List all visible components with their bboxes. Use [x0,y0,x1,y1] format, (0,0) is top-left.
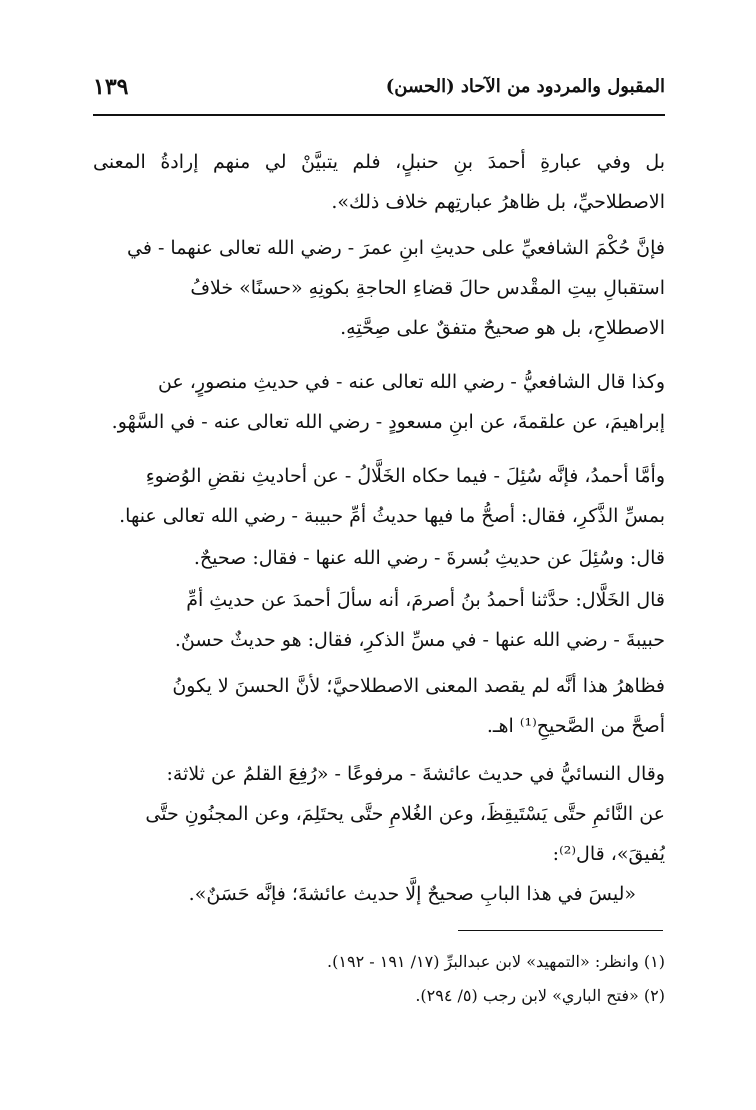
paragraph-2 [93,228,665,348]
paragraph-3 [93,362,665,442]
text-line: الاصطلاحِ، بل هو صحيحٌ متفقٌ على صِحَّتِهِ. [340,317,665,339]
running-title: المقبول والمردود من الآحاد (الحسن) [385,76,665,97]
text-line: قال الخَلَّال: حدَّثنا أحمدُ بنُ أصرمَ، أنه سألَ أحمدَ عن حديثِ أمِّ [186,589,665,611]
header-rule [93,114,665,116]
text-line: بل وفي عبارةِ أحمدَ بنِ حنبلٍ، فلم يتبيَّنْ لي منهم إرادةُ المعنى [93,151,665,173]
text-line: أصحَّ من الصَّحيحِ⁽¹⁾ اهـ. [486,715,665,737]
text-line: وقال النسائيُّ في حديث عائشةَ - مرفوعًا - «رُفِعَ القلمُ عن ثلاثة: [166,763,665,785]
text-line: استقبالِ بيتِ المقْدس حالَ قضاءِ الحاجةِ بكونِهِ «حسنًا» خلافُ [190,277,665,299]
paragraph-4 [93,456,665,536]
text-line: عن النَّائمِ حتَّى يَسْتَيقِظَ، وعن الغُلامِ حتَّى يحتَلِمَ، وعن المجنُونِ حتَّى [145,803,665,825]
text-line: حبيبةَ - رضي الله عنها - في مسِّ الذكرِ، فقال: هو حديثٌ حسنٌ. [174,629,665,651]
text-line: إبراهيمَ، عن علقمةَ، عن ابنِ مسعودٍ - رضي الله تعالى عنه - في السَّهْو. [111,411,665,433]
running-header [93,72,665,112]
paragraph-5 [93,538,665,578]
text-line: بمسِّ الذَّكرِ، فقال: أصحُّ ما فيها حديثُ أمِّ حبيبة - رضي الله تعالى عنها. [119,505,665,527]
paragraph-7 [93,666,665,746]
footnote-1: (١) وانظر: «التمهيد» لابن عبدالبرِّ (١٧/ ١٩١ - ١٩٢). [327,952,665,971]
paragraph-6 [93,580,665,660]
page-number: ١٣٩ [93,74,129,100]
footnote-2: (٢) «فتح الباري» لابن رجب (٥/ ٢٩٤). [415,986,665,1005]
text-line: وكذا قال الشافعيُّ - رضي الله تعالى عنه - في حديثِ منصورٍ، عن [157,371,665,393]
quoted-statement: «ليسَ في هذا البابِ صحيحٌ إلَّا حديث عائشةَ؛ فإنَّه حَسَنٌ». [188,883,636,905]
paragraph-1 [93,142,665,222]
text-line: وأمَّا أحمدُ، فإنَّه سُئِلَ - فيما حكاه الخَلَّالُ - عن أحاديثِ نقضِ الوُضوءِ [145,465,665,487]
text-line: الاصطلاحيِّ، بل ظاهرُ عبارتِهم خلاف ذلك». [331,191,665,213]
text-line: فإنَّ حُكْمَ الشافعيِّ على حديثِ ابنِ عمرَ - رضي الله تعالى عنهما - في [127,237,665,259]
text-line: يُفيقَ»، قال⁽²⁾: [552,843,665,865]
text-line: فظاهرُ هذا أنَّه لم يقصد المعنى الاصطلاحيَّ؛ لأنَّ الحسنَ لا يكونُ [172,675,665,697]
text-line: قال: وسُئِلَ عن حديثِ بُسرةَ - رضي الله عنها - فقال: صحيحٌ. [193,547,665,569]
paragraph-8 [93,754,665,874]
footnote-rule [458,930,663,931]
footnotes [93,945,665,1013]
